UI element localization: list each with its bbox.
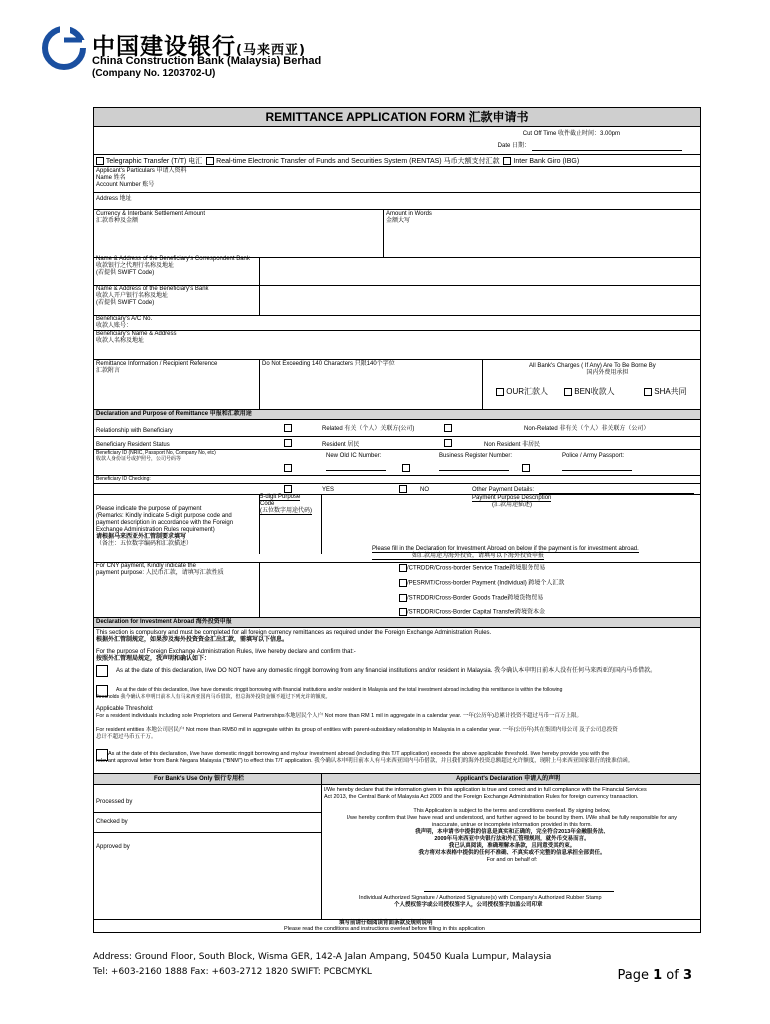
read-terms-cn: 填写前请仔细阅读背面条款及规则说明	[339, 920, 433, 926]
signature-label-cn: 个人授权签字或公司授权签字人，公司授权签字加盖公司印章	[394, 902, 543, 908]
processed-by-label: Processed by	[96, 799, 133, 805]
decl-b2: thresholds 我今确认本申明日前本人有马来西亚国内马币借款，但总海外投资金额不超过下列允许的额度。	[96, 694, 331, 700]
cny-option-1[interactable]: /CTRDDR/Cross-border Service Trade跨境服务贸易	[399, 564, 545, 573]
business-reg-label: Business Register Number:	[439, 453, 513, 459]
invest-p1: This section is compulsory and must be completed for all foreign currency remittances as required under the Foreign Exchange Administration Rules. 根据外汇管制规定，如果涉及海外投资资金汇出汇款，需填写以下信息。	[96, 630, 492, 643]
decl-c2: relevant approval letter from Bank Negara Malaysia ("BNM") to effect this T/T application. 我今确认本申明日前本人有马来西亚国内马币借款，并且我们的海外投资总额超过允许额度，现附上马来西亚国家银行的批准信函。	[96, 758, 634, 764]
rentas-checkbox[interactable]	[206, 157, 214, 165]
non-related-checkbox[interactable]	[444, 424, 452, 433]
ccb-logo-icon	[42, 26, 86, 70]
bank-name-en: China Construction Bank (Malaysia) Berhad	[92, 55, 322, 67]
cny-option-3[interactable]: /STRDDR/Cross-Border Goods Trade跨境货物贸易	[399, 594, 543, 603]
tt-checkbox[interactable]	[96, 157, 104, 165]
ibg-checkbox[interactable]	[503, 157, 511, 165]
applicant-decl-text: I/We hereby declare that the information given in this application is true and correct and in full compliance with the Financial Services Act 2013, the Central Bank of Malaysia Act 2009 and the Foreign Exchange Administration Rules for foreign currency transaction.	[324, 787, 647, 800]
transfer-type-row: Telegraphic Transfer (T/T) 电汇 Real-time Electronic Transfer of Funds and Securities System (RENTAS) 马币大额支付汇款 Inter Bank Giro (IBG)	[96, 157, 579, 165]
bank-use-heading: For Bank's Use Only 银行专用栏	[154, 776, 245, 782]
form-title: REMITTANCE APPLICATION FORM 汇款申请书	[94, 108, 700, 127]
related-checkbox[interactable]	[284, 424, 292, 433]
read-terms: Please read the conditions and instructions overleaf before filling in this application	[284, 926, 485, 932]
currency-amount-label: Currency & Interbank Settlement Amount	[96, 211, 206, 217]
company-number: (Company No. 1203702-U)	[92, 68, 216, 79]
no-checkbox[interactable]	[399, 485, 407, 494]
footer-address: Address: Ground Floor, South Block, Wisma GER, 142-A Jalan Ampang, 50450 Kuala Lumpur, Malaysia	[93, 952, 552, 962]
footer-contact: Tel: +603-2160 1888 Fax: +603-2712 1820 SWIFT: PCBCMYKL	[93, 967, 372, 977]
charges-label: All Bank's Charges ( If Any) Are To Be Borne By 国内外费用承担	[529, 363, 656, 376]
cny-option-2[interactable]: /PESRMT/Cross-border Payment (Individual) 跨境个人汇款	[399, 579, 564, 588]
cutoff-time: Cut Off Time 收件截止时间：3.00pm	[522, 131, 620, 137]
applicant-decl-heading: Applicant's Declaration 申请人的声明	[456, 776, 561, 782]
cny-label: For CNY payment, Kindly indicate the payment purpose: 人民币汇款，请填写汇款性质	[96, 563, 224, 576]
ic-checkbox[interactable]	[284, 464, 292, 473]
cny-option-4[interactable]: /STRDDR/Cross-Border Capital Transfer跨境资本金	[399, 608, 545, 617]
charge-sha[interactable]: SHA共同	[644, 388, 687, 396]
ben-ac-label: Beneficiary's A/C No. 收款人账号：	[96, 316, 153, 329]
other-details-label: Other Payment Details:	[472, 487, 535, 493]
bank-header	[40, 22, 360, 80]
charge-ben[interactable]: BEN收款人	[564, 388, 615, 396]
purpose-desc-label: Payment Purpose Description (汇款用途描述)	[472, 495, 552, 508]
non-resident-checkbox[interactable]	[444, 439, 452, 448]
resident-status-label: Beneficiary Resident Status	[96, 442, 170, 448]
ben-checking-label: Beneficiary ID Checking:	[96, 476, 151, 482]
decl-a: As at the date of this declaration, I/we DO NOT have any domestic ringgit borrowing from any financial institutions and/or resident in Malaysia. 我今确认本申明日前本人没有任何马来西亚的国内马币借款。	[116, 668, 657, 674]
name-label: Name 姓名	[96, 175, 126, 181]
date-line	[532, 150, 682, 151]
footer	[93, 952, 551, 977]
checked-by-label: Checked by	[96, 819, 128, 825]
applicant-particulars: Applicant's Particulars 申请人资料	[96, 168, 187, 174]
bank-name-cn: 中国建设银行(马来西亚)	[92, 34, 306, 60]
decl-c1: As at the date of this declaration, I/we have domestic ringgit borrowing and my/our investment abroad (including this T/T application) exceeds the above applicable threshold. I/we hereby provide you with the	[108, 751, 610, 757]
threshold-label: Applicable Threshold:	[96, 706, 154, 712]
ben-bank-label: Name & Address of the Beneficiary's Bank 收款人开户银行名称及地址 (若提供 SWIFT Code)	[96, 286, 209, 306]
date-label: Date 日期：	[497, 143, 530, 149]
threshold-resident: For a resident individuals including sole Proprietors and General Partnerships本地居民个人户 Not more than RM 1 mil in aggregate in a calendar year. 一年(公历年)总累计投资不超过马币一百万上限。	[96, 713, 583, 719]
declaration-heading: Declaration and Purpose of Remittance 申报和汇款用途	[96, 411, 252, 417]
invest-heading: Declaration for Investment Abroad 海外投资申报	[96, 619, 232, 625]
corr-bank-label: Name & Address of the Beneficiary's Correspondent Bank 收款银行之代理行名称及地址 (若提供 SWIFT Code)	[96, 256, 250, 276]
investment-note: Please fill in the Declaration for Investment Abroad on below if the payment is for investment abroad. 如汇款用途为海外投资，请填写以下海外投资申报	[372, 546, 639, 559]
purpose-instructions: Please indicate the purpose of payment (Remarks: Kindly indicate 5-digit purpose code and payment description in accordance with the Foreign Exchange Administration Rules requirement) 请根据马来西亚外汇管制要求填写 （备注：五位数字编码和汇款描述）	[96, 506, 234, 547]
charge-our[interactable]: OUR汇款人	[496, 388, 548, 396]
resident-checkbox[interactable]	[284, 439, 292, 448]
amount-words-label: Amount in Words	[386, 211, 432, 217]
decl-a-checkbox[interactable]	[96, 665, 108, 677]
police-label: Police / Army Passport:	[562, 453, 625, 459]
threshold-entity: For resident entities 本地公司居民户 Not more than RM50 mil in aggregate within its group of entities with parent-subsidiary relationship in Malaysia in a calendar year. 一年(公历年)其在集团内母公司 及子公司总投资 总计不超过马币五千万。	[96, 727, 618, 740]
remit-limit: Do Not Exceeding 140 Characters 只限140个字位	[262, 361, 395, 367]
remittance-form: REMITTANCE APPLICATION FORM 汇款申请书 Cut Off Time 收件截止时间：3.00pm Date 日期： Telegraphic Transfer (T/T) 电汇 Real-time Electronic Transfer of Funds and Securities System (RENTAS) 马币大额支付汇款 Inter Bank Giro (IBG) Applicant's Particulars 申请人资料 Name 姓名 Account Number 账号 Address 地址 Currency & Interbank Settlement Amount 汇款币种及金额 Amount in Words 金额大写 Name & Address of the Beneficiary's Correspondent Bank 收款银行之代理行名称及地址 (若提供 SWIFT Code) Name & Address of the Beneficiary's Bank 收款人开户银行名称及地址 (若提供 SWIFT Code) Beneficiary's A/C No. 收款人账号： Beneficiary's Name & Address 收款人名称及地址 Remittance Information / Recipient Reference 汇款附言 Do Not Exceeding 140 Characters 只限140个字位 All Bank's Charges ( If Any) Are To Be Borne By 国内外费用承担 OUR汇款人 BEN收款人 SHA共同 Declaration and Purpose of Remittance 申报和汇款用途 Relationship with Beneficiary Related 有关（个人）关联方(公司) Non-Related 非有关（个人）非关联方（公司） Beneficiary Resident Status Resident 居民 Non Resident 非居民 Beneficiary ID (NRIC, Passport No, Company No, etc) 收款人身份证号或护照号，公司号码等 New Old IC Number: Business Register Number: Police / Army Passport: Beneficiary ID Checking: YES NO Other Payment Details: 5-digit Purpose Code (五位数字用途代码) Payment Purpose Description (汇款用途描述) Please indicate the purpose of payment (Remarks: Kindly indicate 5-digit purpose code and payment description in accordance with the Foreign Exchange Administration Rules requirement) 请根据马来西亚外汇管制要求填写 （备注：五位数字编码和汇款描述） Please fill in the Declaration for Investment Abroad on below if the payment is for investment abroad. 如汇款用途为海外投资，请填写以下海外投资申报 For CNY payment, Kindly indicate the payment purpose: 人民币汇款，请填写汇款性质 /CTRDDR/Cross-border Service Trade跨境服务贸易 /PESRMT/Cross-border Payment (Individual) 跨境个人汇款 /STRDDR/Cross-Border Goods Trade跨境货物贸易 /STRDDR/Cross-Border Capital Transfer跨境资本金 Declaration for Investment Abroad 海外投资申报 This section is compulsory and must be completed for all foreign currency remittances as required under the Foreign Exchange Administration Rules. 根据外汇管制规定，如果涉及海外投资资金汇出汇款，需填写以下信息。 For the purpose of Foreign Exchange Administration Rules, I/we hereby declare and confirm that:- 按照外汇管理局规定，我声明和确认如下： As at the date of this declaration, I/we DO NOT have any domestic ringgit borrowing from any financial institutions and/or resident in Malaysia. 我今确认本申明日前本人没有任何马来西亚的国内马币借款。 As at the date of this declaration, I/we have domestic ringgit borrowing with financial institutions and/or resident in Malaysia and the total investment abroad including this remittance is within the following thresholds 我今确认本申明日前本人有马来西亚国内马币借款，但总海外投资金额不超过下列允许的额度。 Applicable Threshold: For a resident individuals including sole Proprietors and General Partnerships本地居民个人户 Not more than RM 1 mil in aggregate in a calendar year. 一年(公历年)总累计投资不超过马币一百万上限。 For resident entities 本地公司居民户 Not more than RM50 mil in aggregate within its group of entities with parent-subsidiary relationship in Malaysia in a calendar year. 一年(公历年)其在集团内母公司 及子公司总投资 总计不超过马币五千万。 As at the date of this declaration, I/we have domestic ringgit borrowing and my/our investment abroad (including this T/T application) exceeds the above applicable threshold. I/we hereby provide you with the relevant approval letter from Bank Negara Malaysia ("BNM") to effect this T/T application. 我今确认本申明日前本人有马来西亚国内马币借款，并且我们的海外投资总额超过允许额度，现附上马来西亚国家银行的批准信函。 For Bank's Use Only 银行专用栏 Applicant's Declaration 申请人的声明 Processed by Checked by Approved by I/We hereby declare that the information given in this application is true and correct and in full compliance with the Financial Services Act 2013, the Central Bank of Malaysia Act 2009 and the Foreign Exchange Administration Rules for foreign currency transaction. This Application is subject to the terms and conditions overleaf. By signing below, I/we hereby confirm that I/we have read and understood, and further agreed to be bound by them. I/We shall be fully responsible for any inaccurate, untrue or incomplete information provided in this form. 我声明，本申请书中提供的信息是真实和正确的，完全符合2013年金融服务法、 2009年马来西亚中央银行法和外汇管理规则，就外币交易而言。 我已认真阅读，准确理解本条款，且同意受其约束。 我方将对本表格中提供的任何不准确、不真实或不完整的信息承担全部责任。 For and on behalf of: Individual Authorized Signature / Authorized Signature(s) with Company's Authorized Rubber Stamp 个人授权签字或公司授权签字人，公司授权签字加盖公司印章 填写前请仔细阅读背面条款及规则说明 Please read the conditions and instructions overleaf before filling in this application	[93, 107, 701, 933]
ben-name-label: Beneficiary's Name & Address 收款人名称及地址	[96, 331, 177, 344]
new-ic-label: New Old IC Number:	[326, 453, 382, 459]
signature-label: Individual Authorized Signature / Authorized Signature(s) with Company's Authorized Rubber Stamp	[359, 895, 602, 901]
signature-line[interactable]	[424, 891, 614, 892]
ben-id-label: Beneficiary ID (NRIC, Passport No, Company No, etc) 收款人身份证号或护照号，公司号码等	[96, 450, 216, 462]
purpose-code-label: 5-digit Purpose Code (五位数字用途代码)	[260, 494, 312, 514]
remit-info-label: Remittance Information / Recipient Reference 汇款附言	[96, 361, 218, 374]
approved-by-label: Approved by	[96, 844, 130, 850]
relationship-label: Relationship with Beneficiary	[96, 428, 173, 434]
yes-checkbox[interactable]	[284, 485, 292, 494]
invest-p2: For the purpose of Foreign Exchange Administration Rules, I/we hereby declare and confirm that:- 按照外汇管理局规定，我声明和确认如下：	[96, 649, 356, 662]
brn-checkbox[interactable]	[402, 464, 410, 473]
decl-b1: As at the date of this declaration, I/we have domestic ringgit borrowing with financial institutions and/or resident in Malaysia and the total investment abroad including this remittance is within the following	[116, 687, 563, 693]
page-number: Page 1 of 3	[617, 968, 692, 983]
passport-checkbox[interactable]	[522, 464, 530, 473]
address-label: Address 地址	[96, 196, 132, 202]
account-number-label: Account Number 账号	[96, 182, 155, 188]
